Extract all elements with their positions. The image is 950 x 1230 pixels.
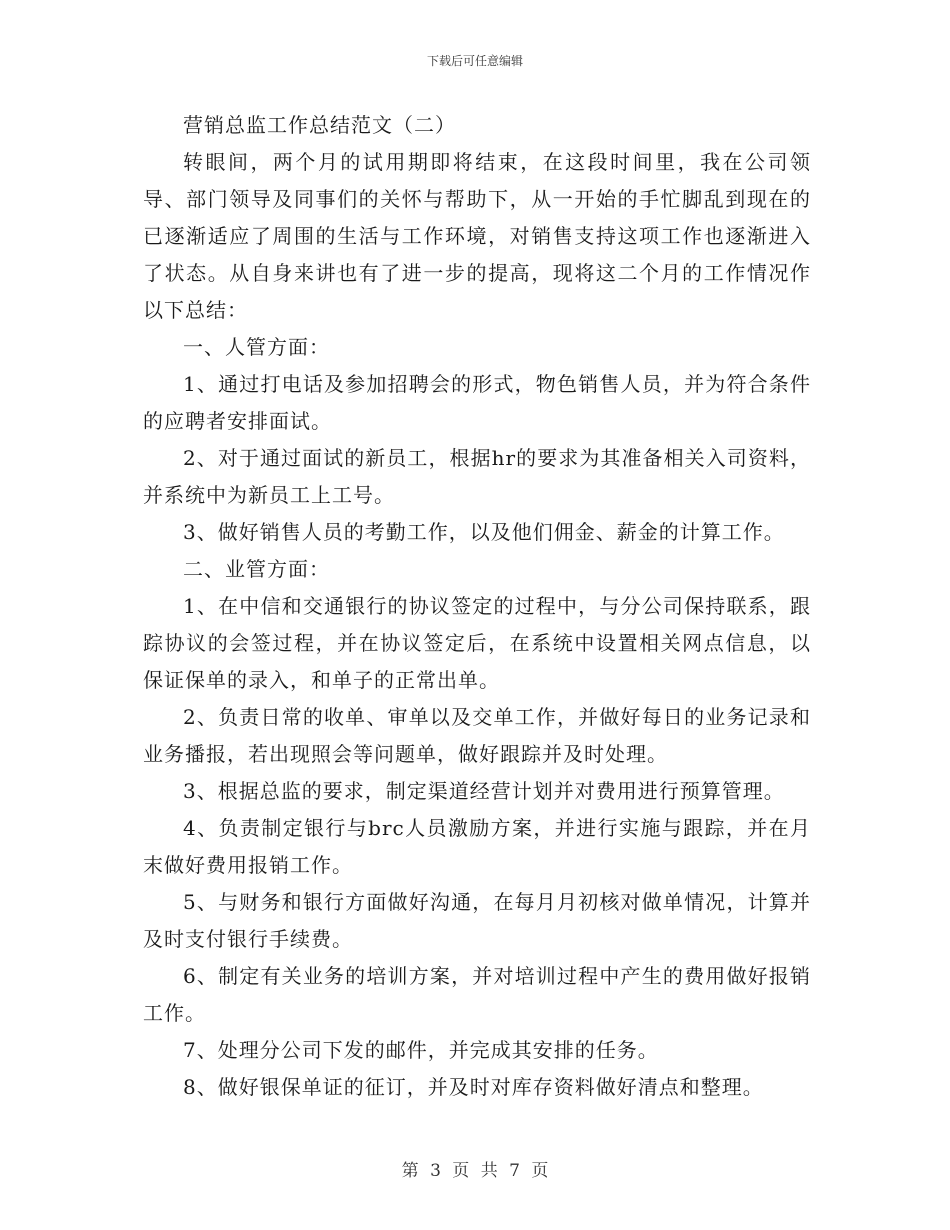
business-item-4: 4、负责制定银行与brc人员激励方案，并进行实施与跟踪，并在月末做好费用报销工作。 — [143, 816, 811, 877]
business-item-6: 6、制定有关业务的培训方案，并对培训过程中产生的费用做好报销工作。 — [143, 964, 811, 1025]
business-item-5: 5、与财务和银行方面做好沟通，在每月月初核对做单情况，计算并及时支付银行手续费。 — [143, 890, 811, 951]
business-item-2: 2、负责日常的收单、审单以及交单工作，并做好每日的业务记录和业务播报，若出现照会等问题单，做好跟踪并及时处理。 — [143, 705, 811, 766]
personnel-item-2: 2、对于通过面试的新员工，根据hr的要求为其准备相关入司资料，并系统中为新员工上工号。 — [143, 446, 811, 507]
personnel-item-3: 3、做好销售人员的考勤工作，以及他们佣金、薪金的计算工作。 — [183, 520, 785, 544]
intro-paragraph: 转眼间，两个月的试用期即将结束，在这段时间里，我在公司领导、部门领导及同事们的关怀与帮助下，从一开始的手忙脚乱到现在的已逐渐适应了周围的生活与工作环境，对销售支持这项工作也逐渐进入了状态。从自身来讲也有了进一步的提高，现将这二个月的工作情况作以下总结： — [143, 150, 811, 322]
business-item-8: 8、做好银保单证的征订，并及时对库存资料做好清点和整理。 — [183, 1075, 764, 1099]
document-title: 营销总监工作总结范文（二） — [183, 113, 456, 137]
document-body — [143, 107, 811, 1106]
section-heading-business: 二、业管方面： — [183, 557, 330, 581]
page-header: 下载后可任意编辑 — [426, 54, 523, 68]
business-item-7: 7、处理分公司下发的邮件，并完成其安排的任务。 — [183, 1038, 659, 1062]
business-item-3: 3、根据总监的要求，制定渠道经营计划并对费用进行预算管理。 — [183, 779, 785, 803]
page-footer: 第 3 页 共 7 页 — [401, 1161, 549, 1181]
personnel-item-1: 1、通过打电话及参加招聘会的形式，物色销售人员，并为符合条件的应聘者安排面试。 — [143, 372, 811, 433]
business-item-1: 1、在中信和交通银行的协议签定的过程中，与分公司保持联系，跟踪协议的会签过程，并在协议签定后，在系统中设置相关网点信息，以保证保单的录入，和单子的正常出单。 — [143, 594, 811, 692]
section-heading-personnel: 一、人管方面： — [183, 335, 330, 359]
